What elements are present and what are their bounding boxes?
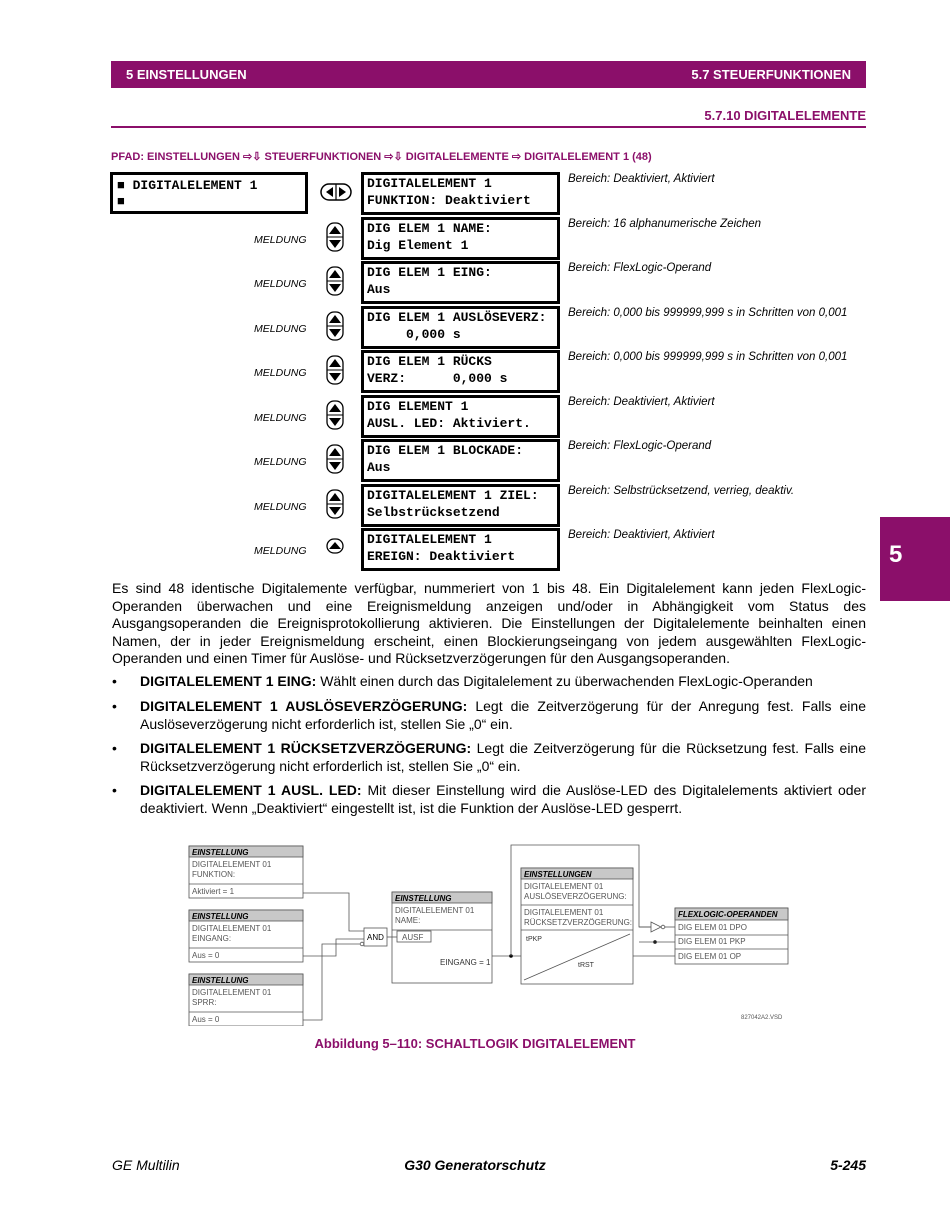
svg-text:AUSLÖSEVERZÖGERUNG:: AUSLÖSEVERZÖGERUNG: (524, 892, 627, 901)
message-label: MELDUNG (254, 545, 307, 557)
svg-text:DIG ELEM 01 DPO: DIG ELEM 01 DPO (678, 923, 747, 932)
setting-range: Bereich: 16 alphanumerische Zeichen (568, 218, 762, 230)
svg-text:SPRR:: SPRR: (192, 998, 217, 1007)
setting-display-3 (361, 261, 560, 304)
svg-text:EINGANG = 1: EINGANG = 1 (440, 958, 491, 967)
footer-product: G30 Generatorschutz (404, 1157, 546, 1173)
setting-display-5 (361, 350, 560, 393)
settings-path: PFAD: EINSTELLUNGEN ⇨⇩ STEUERFUNKTIONEN ⇨⇩ DIGITALELEMENTE ⇨ DIGITALELEMENT 1 (48) (111, 151, 652, 163)
setting-display-line2: VERZ: 0,000 s (367, 371, 508, 386)
setting-box-input (189, 910, 303, 962)
setting-display-line2: Selbstrücksetzend (367, 505, 500, 520)
page-number: 5-245 (830, 1157, 866, 1173)
chapter-tab-number: 5 (889, 541, 903, 568)
bullet-term: DIGITALELEMENT 1 RÜCKSETZVERZÖGERUNG: (140, 740, 472, 756)
menu-heading-line2: ■ (117, 194, 125, 209)
setting-display-line2: Aus (367, 282, 391, 297)
svg-text:DIGITALELEMENT 01: DIGITALELEMENT 01 (524, 908, 604, 917)
message-label: MELDUNG (254, 456, 307, 468)
up-down-arrow-icon (326, 311, 344, 341)
setting-display-line1: DIGITALELEMENT 1 (367, 532, 492, 547)
svg-text:Aus = 0: Aus = 0 (192, 1015, 220, 1024)
up-down-arrow-icon (326, 489, 344, 519)
setting-display-9 (361, 528, 560, 571)
svg-text:NAME:: NAME: (395, 916, 421, 925)
setting-display-line1: DIG ELEM 1 NAME: (367, 221, 492, 236)
setting-display-line2: Aus (367, 460, 391, 475)
menu-heading-box (110, 172, 308, 214)
svg-text:DIGITALELEMENT 01: DIGITALELEMENT 01 (395, 906, 475, 915)
chapter-title: 5 EINSTELLUNGEN (126, 67, 247, 82)
svg-text:DIG ELEM 01 OP: DIG ELEM 01 OP (678, 952, 742, 961)
up-down-arrow-icon (326, 444, 344, 474)
message-label: MELDUNG (254, 501, 307, 513)
intro-paragraph: Es sind 48 identische Digitalemente verfügbar, nummeriert von 1 bis 48. Ein Digitalelement kann jeden FlexLogic-Operanden überwachen und eine Ereignismeldung anzeigen und/oder in Abhängigkeit vom Status des Ausgangsoperanden die Ereignisprotokollierung aktivieren. Die Einstellungen der Digitalelemente beinhalten einen Namen, der in jeder Ereignismeldung erscheint, einen Blockierungseingang von jedem ausgewählten FlexLogic-Operanden und einen Timer für Auslöse- und Rücksetzverzögerungen für den Ausgangsoperanden. (112, 580, 866, 667)
svg-text:EINSTELLUNG: EINSTELLUNG (192, 912, 249, 921)
setting-display-line1: DIG ELEM 1 BLOCKADE: (367, 443, 524, 458)
setting-display-4 (361, 306, 560, 349)
setting-range: Bereich: Deaktiviert, Aktiviert (568, 396, 715, 408)
svg-text:DIGITALELEMENT 01: DIGITALELEMENT 01 (192, 860, 272, 869)
svg-text:RÜCKSETZVERZÖGERUNG:: RÜCKSETZVERZÖGERUNG: (524, 918, 633, 927)
setting-range: Bereich: 0,000 bis 999999,999 s in Schritten von 0,001 (568, 351, 848, 363)
setting-range: Bereich: FlexLogic-Operand (568, 262, 712, 274)
up-arrow-icon (326, 538, 344, 554)
up-down-arrow-icon (326, 355, 344, 385)
setting-display-line1: DIG ELEMENT 1 (367, 399, 469, 414)
svg-text:EINSTELLUNGEN: EINSTELLUNGEN (524, 870, 592, 879)
drawing-id: 827042A2.VSD (741, 1015, 783, 1021)
message-label: MELDUNG (254, 323, 307, 335)
bullet-text: Legt die Zeitverzögerung für die Rücksetzung fest. Falls eine Rücksetzverzögerung nicht erforderlich ist, stellen Sie „0“ ein. (140, 740, 866, 774)
chapter-header-bar (111, 61, 866, 88)
and-gate (364, 928, 387, 946)
chapter-tab (880, 517, 950, 601)
bullet-term: DIGITALELEMENT 1 AUSL. LED: (140, 782, 362, 798)
svg-text:DIGITALELEMENT 01: DIGITALELEMENT 01 (192, 988, 272, 997)
setting-display-8 (361, 484, 560, 527)
setting-display-line1: DIG ELEM 1 EING: (367, 265, 492, 280)
setting-display-line1: DIGITALELEMENT 1 ZIEL: (367, 488, 539, 503)
svg-text:EINGANG:: EINGANG: (192, 934, 232, 943)
setting-display-6 (361, 395, 560, 438)
svg-text:AND: AND (367, 933, 384, 942)
svg-text:DIGITALELEMENT 01: DIGITALELEMENT 01 (524, 882, 604, 891)
svg-text:EINSTELLUNG: EINSTELLUNG (192, 848, 249, 857)
footer-company: GE Multilin (112, 1157, 180, 1173)
message-label: MELDUNG (254, 412, 307, 424)
svg-text:tRST: tRST (578, 962, 594, 969)
setting-display-line1: DIG ELEM 1 AUSLÖSEVERZ: (367, 310, 547, 325)
svg-text:tPKP: tPKP (526, 936, 542, 943)
setting-display-line1: DIGITALELEMENT 1 (367, 176, 492, 191)
setting-box-function (189, 846, 303, 898)
svg-text:AUSF: AUSF (402, 933, 424, 942)
svg-text:DIG ELEM 01 PKP: DIG ELEM 01 PKP (678, 937, 746, 946)
setting-range: Bereich: Deaktiviert, Aktiviert (568, 529, 715, 541)
section-group-title: 5.7 STEUERFUNKTIONEN (691, 67, 851, 82)
section-divider (111, 126, 866, 128)
setting-display-line1: DIG ELEM 1 RÜCKS (367, 354, 492, 369)
setting-display-line2: EREIGN: Deaktiviert (367, 549, 516, 564)
left-right-arrow-icon (320, 183, 352, 201)
figure-caption: Abbildung 5–110: SCHALTLOGIK DIGITALELEMENT (314, 1036, 636, 1051)
setting-display-line2: FUNKTION: Deaktiviert (367, 193, 531, 208)
svg-text:Aktiviert = 1: Aktiviert = 1 (192, 887, 235, 896)
bullet-term: DIGITALELEMENT 1 EING: (140, 673, 317, 689)
logic-diagram (186, 840, 796, 1026)
message-label: MELDUNG (254, 367, 307, 379)
bullet-text: Legt die Zeitverzögerung für der Anregung fest. Falls eine Auslöseverzögerung nicht erforderlich ist, stellen Sie „0“ ein. (140, 698, 866, 732)
menu-heading-line1: ■ DIGITALELEMENT 1 (117, 178, 258, 193)
setting-box-block (189, 974, 303, 1026)
up-down-arrow-icon (326, 222, 344, 252)
flexlogic-operands-box (675, 908, 788, 964)
setting-display-line2: Dig Element 1 (367, 238, 469, 253)
setting-display-7 (361, 439, 560, 482)
up-down-arrow-icon (326, 400, 344, 430)
up-down-arrow-icon (326, 266, 344, 296)
svg-text:EINSTELLUNG: EINSTELLUNG (395, 894, 452, 903)
setting-range: Bereich: 0,000 bis 999999,999 s in Schritten von 0,001 (568, 307, 848, 319)
message-label: MELDUNG (254, 234, 307, 246)
svg-text:FLEXLOGIC-OPERANDEN: FLEXLOGIC-OPERANDEN (678, 910, 778, 919)
timer-settings-box (521, 868, 633, 984)
svg-text:Aus = 0: Aus = 0 (192, 951, 220, 960)
svg-text:EINSTELLUNG: EINSTELLUNG (192, 976, 249, 985)
setting-display-2 (361, 217, 560, 260)
setting-range: Bereich: FlexLogic-Operand (568, 440, 712, 452)
bullet-text: Wählt einen durch das Digitalelement zu überwachenden FlexLogic-Operanden (316, 673, 813, 689)
svg-text:FUNKTION:: FUNKTION: (192, 870, 236, 879)
bullet-text: Mit dieser Einstellung wird die Auslöse-LED des Digitalelements aktiviert oder deaktiviert. Wenn „Deaktiviert“ eingestellt ist, ist die Funktion der Auslöse-LED gesperrt. (140, 782, 866, 816)
svg-text:DIGITALELEMENT 01: DIGITALELEMENT 01 (192, 924, 272, 933)
message-label: MELDUNG (254, 278, 307, 290)
bullet-term: DIGITALELEMENT 1 AUSLÖSEVERZÖGERUNG: (140, 698, 468, 714)
setting-range: Bereich: Selbstrücksetzend, verrieg, deaktiv. (568, 485, 795, 497)
setting-box-name (392, 892, 492, 983)
setting-range: Bereich: Deaktiviert, Aktiviert (568, 173, 715, 185)
setting-display-line2: 0,000 s (367, 327, 461, 342)
setting-display-1 (361, 172, 560, 215)
setting-display-line2: AUSL. LED: Aktiviert. (367, 416, 531, 431)
section-title: 5.7.10 DIGITALELEMENTE (704, 108, 866, 123)
